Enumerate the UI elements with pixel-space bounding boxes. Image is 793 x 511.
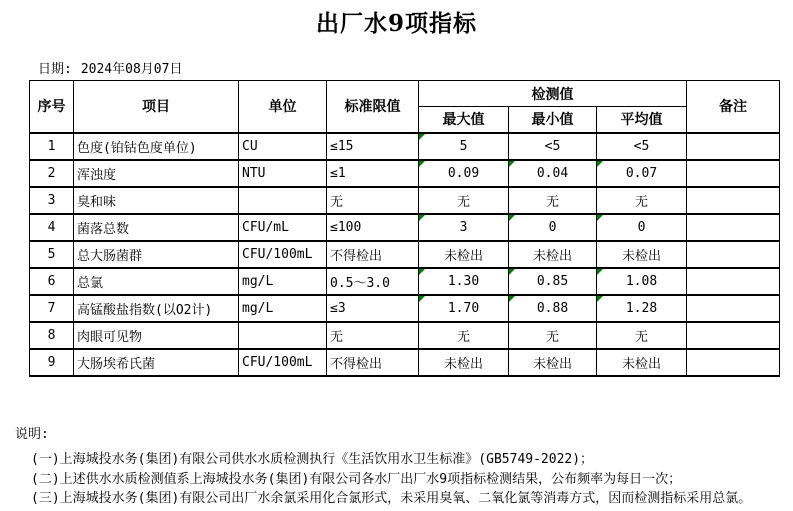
error-marker-icon [597,161,603,167]
cell-min [509,349,597,376]
cell-no: 4 [30,214,74,241]
cell-item: 总氯 [74,268,239,295]
error-marker-icon [419,269,425,275]
cell-max-value: 无 [456,329,470,345]
cell-min [509,133,597,160]
cell-min [509,241,597,268]
cell-max-value: 3 [459,219,468,235]
cell-min-value: 无 [545,194,559,210]
table-row [30,268,780,295]
cell-max [419,187,509,214]
cell-min [509,214,597,241]
cell-avg [597,349,687,376]
error-marker-icon [509,269,515,275]
cell-min-value: 0.04 [536,165,569,181]
cell-min-value: 无 [545,329,559,345]
header-item: 项目 [74,81,239,133]
cell-min-value: <5 [544,138,561,154]
cell-avg-value: 1.08 [625,273,658,289]
cell-avg-value: <5 [633,138,650,154]
cell-remark [687,160,780,187]
cell-max [419,133,509,160]
cell-min-value: 未检出 [532,356,572,372]
cell-limit: 无 [327,187,419,214]
table-row [30,133,780,160]
cell-remark [687,133,780,160]
cell-limit: 无 [327,322,419,349]
cell-avg [597,133,687,160]
cell-avg-value: 无 [635,194,649,210]
cell-limit: 不得检出 [327,349,419,376]
cell-max [419,268,509,295]
notes-list [31,450,751,509]
cell-min [509,160,597,187]
cell-min [509,268,597,295]
cell-item: 总大肠菌群 [74,241,239,268]
cell-avg [597,160,687,187]
cell-avg-value: 1.28 [625,300,658,316]
error-marker-icon [419,296,425,302]
cell-min-value: 0.85 [536,273,569,289]
cell-item: 菌落总数 [74,214,239,241]
cell-avg-value: 0.07 [625,165,658,181]
cell-unit [239,322,327,349]
cell-max [419,349,509,376]
error-marker-icon [419,134,425,140]
cell-item: 色度(铂钴色度单位) [74,133,239,160]
cell-no: 2 [30,160,74,187]
cell-min [509,187,597,214]
header-no: 序号 [30,81,74,133]
header-unit: 单位 [239,81,327,133]
cell-remark [687,214,780,241]
table-row [30,295,780,322]
cell-unit: mg/L [239,268,327,295]
cell-avg [597,187,687,214]
error-marker-icon [509,161,515,167]
error-marker-icon [597,269,603,275]
cell-limit: ≤100 [327,214,419,241]
indicators-table [29,80,780,377]
date-value: 2024年08月07日 [80,62,183,77]
cell-no: 5 [30,241,74,268]
table-row [30,241,780,268]
cell-max [419,214,509,241]
cell-min [509,322,597,349]
cell-avg-value: 0 [637,219,646,235]
cell-limit: ≤3 [327,295,419,322]
cell-no: 9 [30,349,74,376]
cell-no: 1 [30,133,74,160]
error-marker-icon [597,215,603,221]
cell-unit: CFU/mL [239,214,327,241]
cell-unit [239,187,327,214]
cell-avg [597,268,687,295]
cell-min-value: 0 [548,219,557,235]
note-line: (一)上海城投水务(集团)有限公司供水水质检测执行《生活饮用水卫生标准》(GB5749-2022)； [31,452,594,467]
cell-item: 高锰酸盐指数(以O2计) [74,295,239,322]
cell-max-value: 5 [459,138,468,154]
cell-limit: 0.5～3.0 [327,268,419,295]
note-line: (二)上述供水水质检测值系上海城投水务(集团)有限公司各水厂出厂水9项指标检测结果，公布频率为每日一次； [31,471,682,487]
cell-max-value: 0.09 [447,165,480,181]
cell-max-value: 1.30 [447,273,480,289]
report-date [38,58,182,77]
error-marker-icon [509,215,515,221]
header-min: 最小值 [509,107,597,133]
table-row [30,349,780,376]
cell-remark [687,268,780,295]
cell-remark [687,295,780,322]
cell-max [419,322,509,349]
cell-avg-value: 未检出 [622,356,662,372]
cell-avg [597,295,687,322]
cell-limit: ≤1 [327,160,419,187]
date-label: 日期: [38,62,72,77]
cell-avg-value: 未检出 [622,248,662,264]
cell-max [419,160,509,187]
cell-unit: CFU/100mL [239,241,327,268]
header-detection: 检测值 [419,81,687,107]
table-row [30,160,780,187]
cell-remark [687,187,780,214]
cell-unit: NTU [239,160,327,187]
table-row [30,214,780,241]
header-limit: 标准限值 [327,81,419,133]
header-remark: 备注 [687,81,780,133]
cell-max-value: 未检出 [443,356,483,372]
cell-max-value: 未检出 [443,248,483,264]
cell-limit: 不得检出 [327,241,419,268]
cell-avg [597,214,687,241]
cell-remark [687,322,780,349]
cell-no: 6 [30,268,74,295]
error-marker-icon [419,161,425,167]
error-marker-icon [597,296,603,302]
cell-item: 大肠埃希氏菌 [74,349,239,376]
cell-unit: CFU/100mL [239,349,327,376]
header-avg: 平均值 [597,107,687,133]
cell-avg [597,322,687,349]
error-marker-icon [509,296,515,302]
cell-unit: mg/L [239,295,327,322]
table-row [30,187,780,214]
cell-limit: ≤15 [327,133,419,160]
cell-item: 浑浊度 [74,160,239,187]
cell-max-value: 1.70 [447,300,480,316]
cell-remark [687,241,780,268]
cell-unit: CU [239,133,327,160]
cell-no: 8 [30,322,74,349]
cell-remark [687,349,780,376]
cell-min-value: 未检出 [532,248,572,264]
error-marker-icon [419,215,425,221]
cell-max [419,295,509,322]
header-max: 最大值 [419,107,509,133]
note-line: (三)上海城投水务(集团)有限公司出厂水余氯采用化合氯形式，未采用臭氧、二氧化氯等消毒方式，因而检测指标采用总氯。 [31,491,752,506]
header-row-top [30,81,780,107]
cell-no: 3 [30,187,74,214]
table-row [30,322,780,349]
page-title: 出厂水9项指标 [315,10,477,37]
cell-max-value: 无 [456,194,470,210]
cell-avg-value: 无 [635,329,649,345]
cell-max [419,241,509,268]
notes-heading: 说明: [15,427,49,442]
cell-min-value: 0.88 [536,300,569,316]
cell-min [509,295,597,322]
cell-no: 7 [30,295,74,322]
cell-avg [597,241,687,268]
cell-item: 臭和味 [74,187,239,214]
cell-item: 肉眼可见物 [74,322,239,349]
